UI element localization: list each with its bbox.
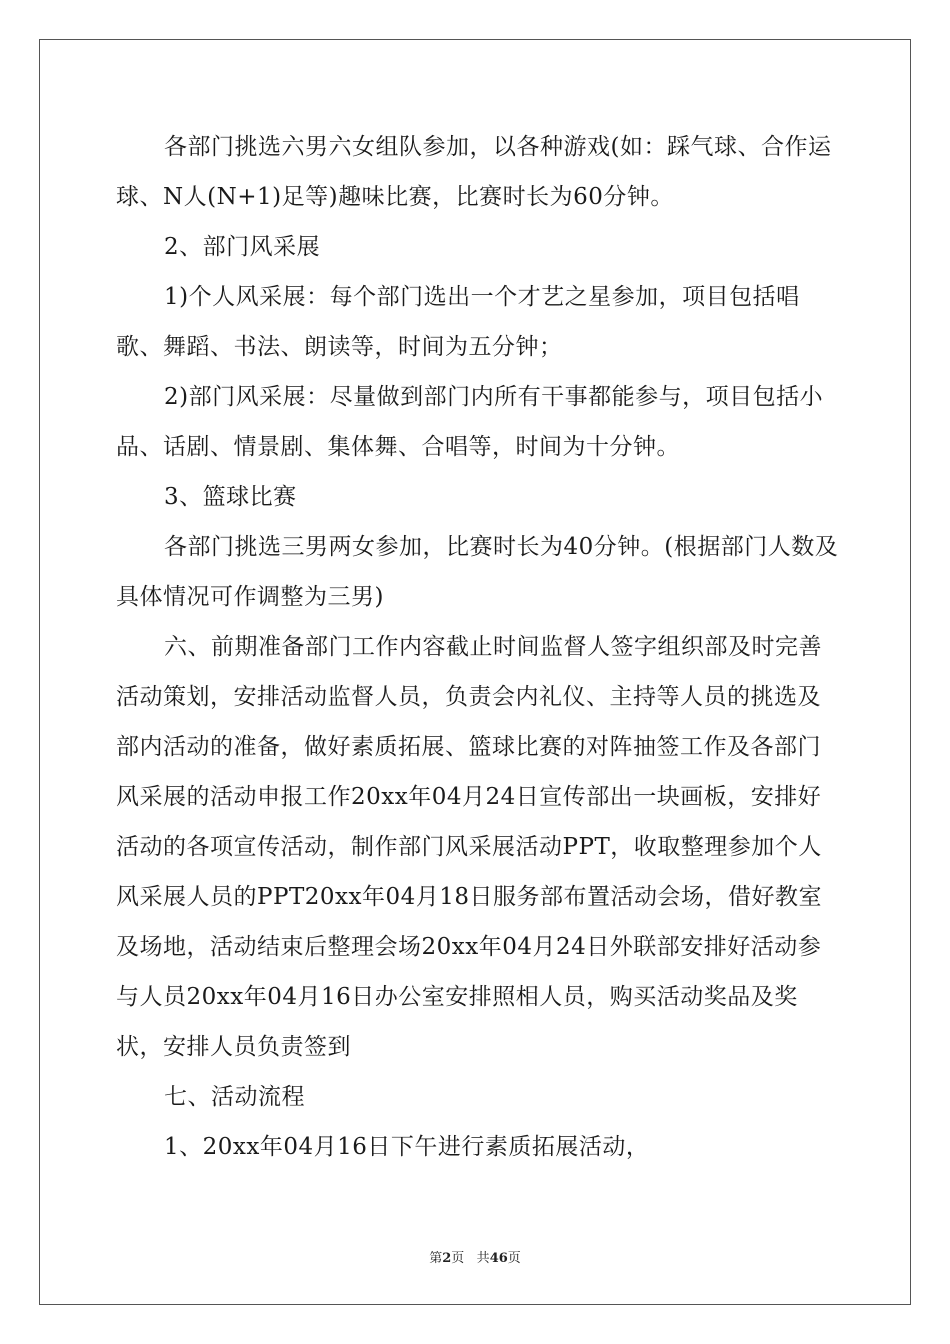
page-suffix: 页 — [451, 1251, 465, 1266]
paragraph: 六、前期准备部门工作内容截止时间监督人签字组织部及时完善活动策划，安排活动监督人员，负责会内礼仪、主持等人员的挑选及部内活动的准备，做好素质拓展、篮球比赛的对阵抽签工作及各部门风采展的活动申报工作20xx年04月24日宣传部出一块画板，安排好活动的各项宣传活动，制作部门风采展活动PPT，收取整理参加个人风采展人员的PPT20xx年04月18日服务部布置活动会场，借好教室及场地，活动结束后整理会场20xx年04月24日外联部安排好活动参与人员20xx年04月16日办公室安排照相人员，购买活动奖品及奖状，安排人员负责签到 — [116, 634, 823, 1060]
total-prefix: 共 — [476, 1251, 490, 1266]
document-body — [116, 122, 842, 1172]
paragraph: 各部门挑选三男两女参加，比赛时长为40分钟。(根据部门人数及具体情况可作调整为三男) — [116, 534, 839, 610]
page-number: 2 — [442, 1251, 452, 1266]
section-heading: 3、篮球比赛 — [164, 484, 297, 510]
total-pages: 46 — [489, 1251, 508, 1266]
paragraph: 1)个人风采展：每个部门选出一个才艺之星参加，项目包括唱歌、舞蹈、书法、朗读等，时间为五分钟； — [116, 284, 800, 360]
paragraph: 各部门挑选六男六女组队参加，以各种游戏(如：踩气球、合作运球、N人(N+1)足等)趣味比赛，比赛时长为60分钟。 — [116, 134, 832, 210]
paragraph: 2)部门风采展：尽量做到部门内所有干事都能参与，项目包括小品、话剧、情景剧、集体舞、合唱等，时间为十分钟。 — [116, 384, 824, 460]
section-heading: 2、部门风采展 — [164, 234, 321, 260]
page-footer — [0, 1247, 950, 1266]
paragraph: 1、20xx年04月16日下午进行素质拓展活动， — [164, 1134, 650, 1160]
total-suffix: 页 — [507, 1251, 521, 1266]
page-prefix: 第 — [429, 1251, 443, 1266]
section-heading: 七、活动流程 — [164, 1084, 305, 1110]
